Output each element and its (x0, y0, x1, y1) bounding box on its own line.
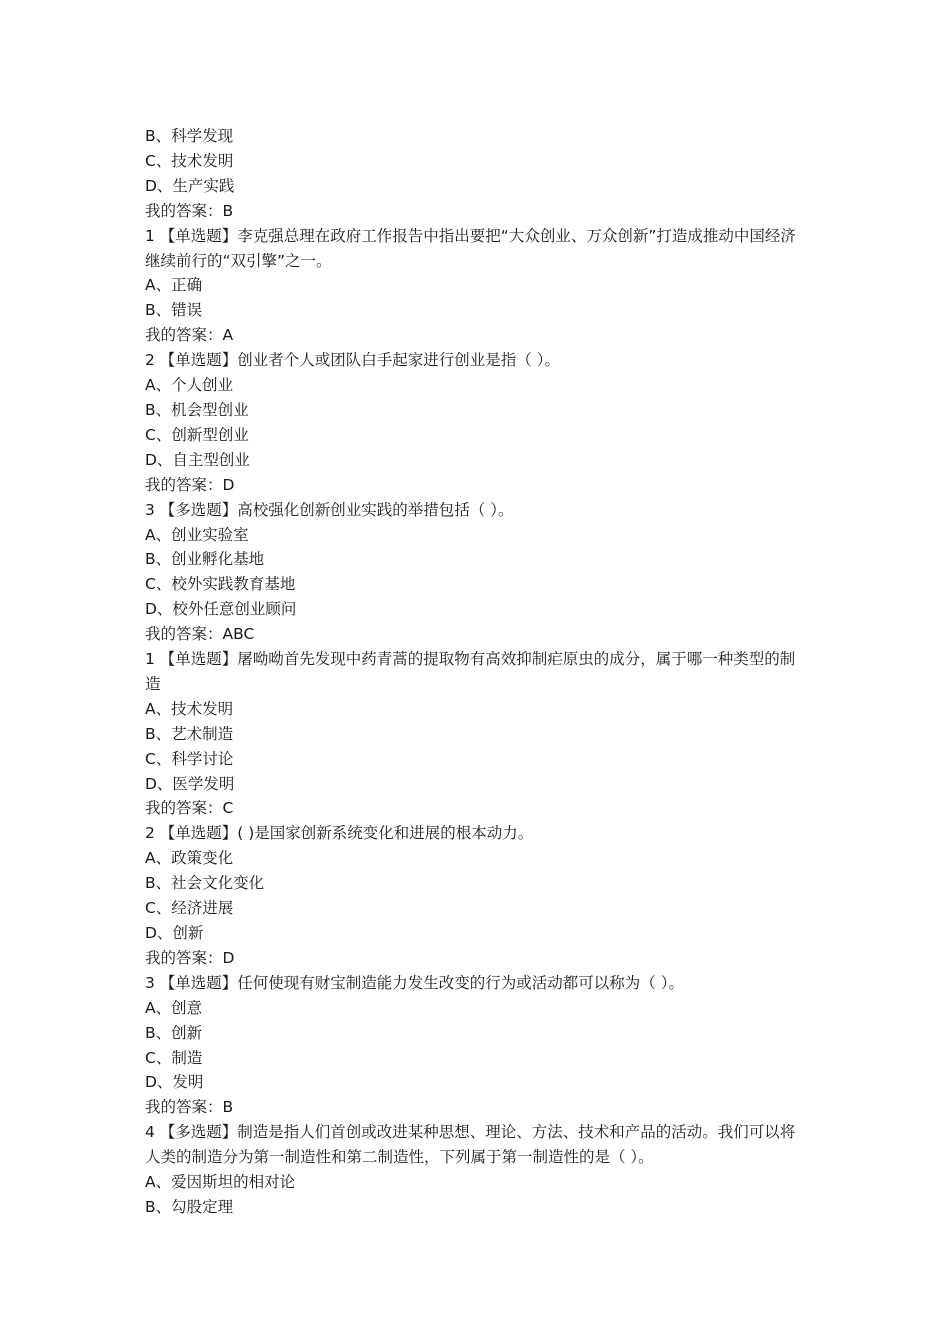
option-line: C、科学讨论 (145, 749, 234, 768)
option-line: C、技术发明 (145, 151, 234, 170)
option-line: C、创新型创业 (145, 425, 249, 444)
option-line: A、爱因斯坦的相对论 (145, 1173, 296, 1192)
option-line: A、创意 (145, 998, 203, 1017)
answer-line: 我的答案：D (145, 475, 235, 494)
question-line: 4 【多选题】制造是指人们首创或改进某种思想、理论、方法、技术和产品的活动。我们可以将人类的制造分为第一制造性和第二制造性，下列属于第一制造性的是（ ）。 (145, 1123, 796, 1167)
answer-line: 我的答案：D (145, 948, 235, 967)
option-line: A、个人创业 (145, 376, 234, 395)
option-line: A、政策变化 (145, 849, 234, 868)
option-line: B、创新 (145, 1023, 203, 1042)
question-line: 3 【多选题】高校强化创新创业实践的举措包括（ ）。 (145, 500, 514, 519)
option-line: D、校外任意创业顾问 (145, 600, 297, 619)
option-line: D、生产实践 (145, 176, 235, 195)
option-line: A、正确 (145, 276, 203, 295)
option-line: B、勾股定理 (145, 1197, 234, 1216)
answer-line: 我的答案：ABC (145, 625, 255, 644)
option-line: A、创业实验室 (145, 525, 249, 544)
answer-line: 我的答案：B (145, 201, 234, 220)
answer-line: 我的答案：C (145, 799, 234, 818)
option-line: B、艺术制造 (145, 724, 234, 743)
question-line: 1 【单选题】李克强总理在政府工作报告中指出要把“大众创业、万众创新”打造成推动中国经济继续前行的“双引擎”之一。 (145, 226, 796, 270)
option-line: B、创业孵化基地 (145, 550, 265, 569)
option-line: B、错误 (145, 301, 203, 320)
question-line: 2 【单选题】( )是国家创新系统变化和进展的根本动力。 (145, 824, 534, 843)
option-line: C、经济进展 (145, 899, 234, 918)
answer-line: 我的答案：B (145, 1098, 234, 1117)
question-line: 1 【单选题】屠呦呦首先发现中药青蒿的提取物有高效抑制疟原虫的成分，属于哪一种类型的制造 (145, 650, 796, 693)
option-line: A、技术发明 (145, 699, 234, 718)
option-line: B、科学发现 (145, 127, 234, 145)
question-line: 2 【单选题】创业者个人或团队白手起家进行创业是指（ ）。 (145, 351, 560, 370)
option-line: D、发明 (145, 1073, 204, 1092)
option-line: D、医学发明 (145, 774, 235, 793)
option-line: B、社会文化变化 (145, 874, 265, 893)
option-line: D、创新 (145, 924, 204, 942)
option-line: B、机会型创业 (145, 400, 249, 419)
question-line: 3 【单选题】任何使现有财宝制造能力发生改变的行为或活动都可以称为（ ）。 (145, 973, 684, 992)
option-line: D、自主型创业 (145, 450, 250, 469)
answer-line: 我的答案：A (145, 326, 234, 345)
option-line: C、校外实践教育基地 (145, 575, 296, 594)
option-line: C、制造 (145, 1048, 203, 1067)
document-body (145, 124, 810, 1220)
